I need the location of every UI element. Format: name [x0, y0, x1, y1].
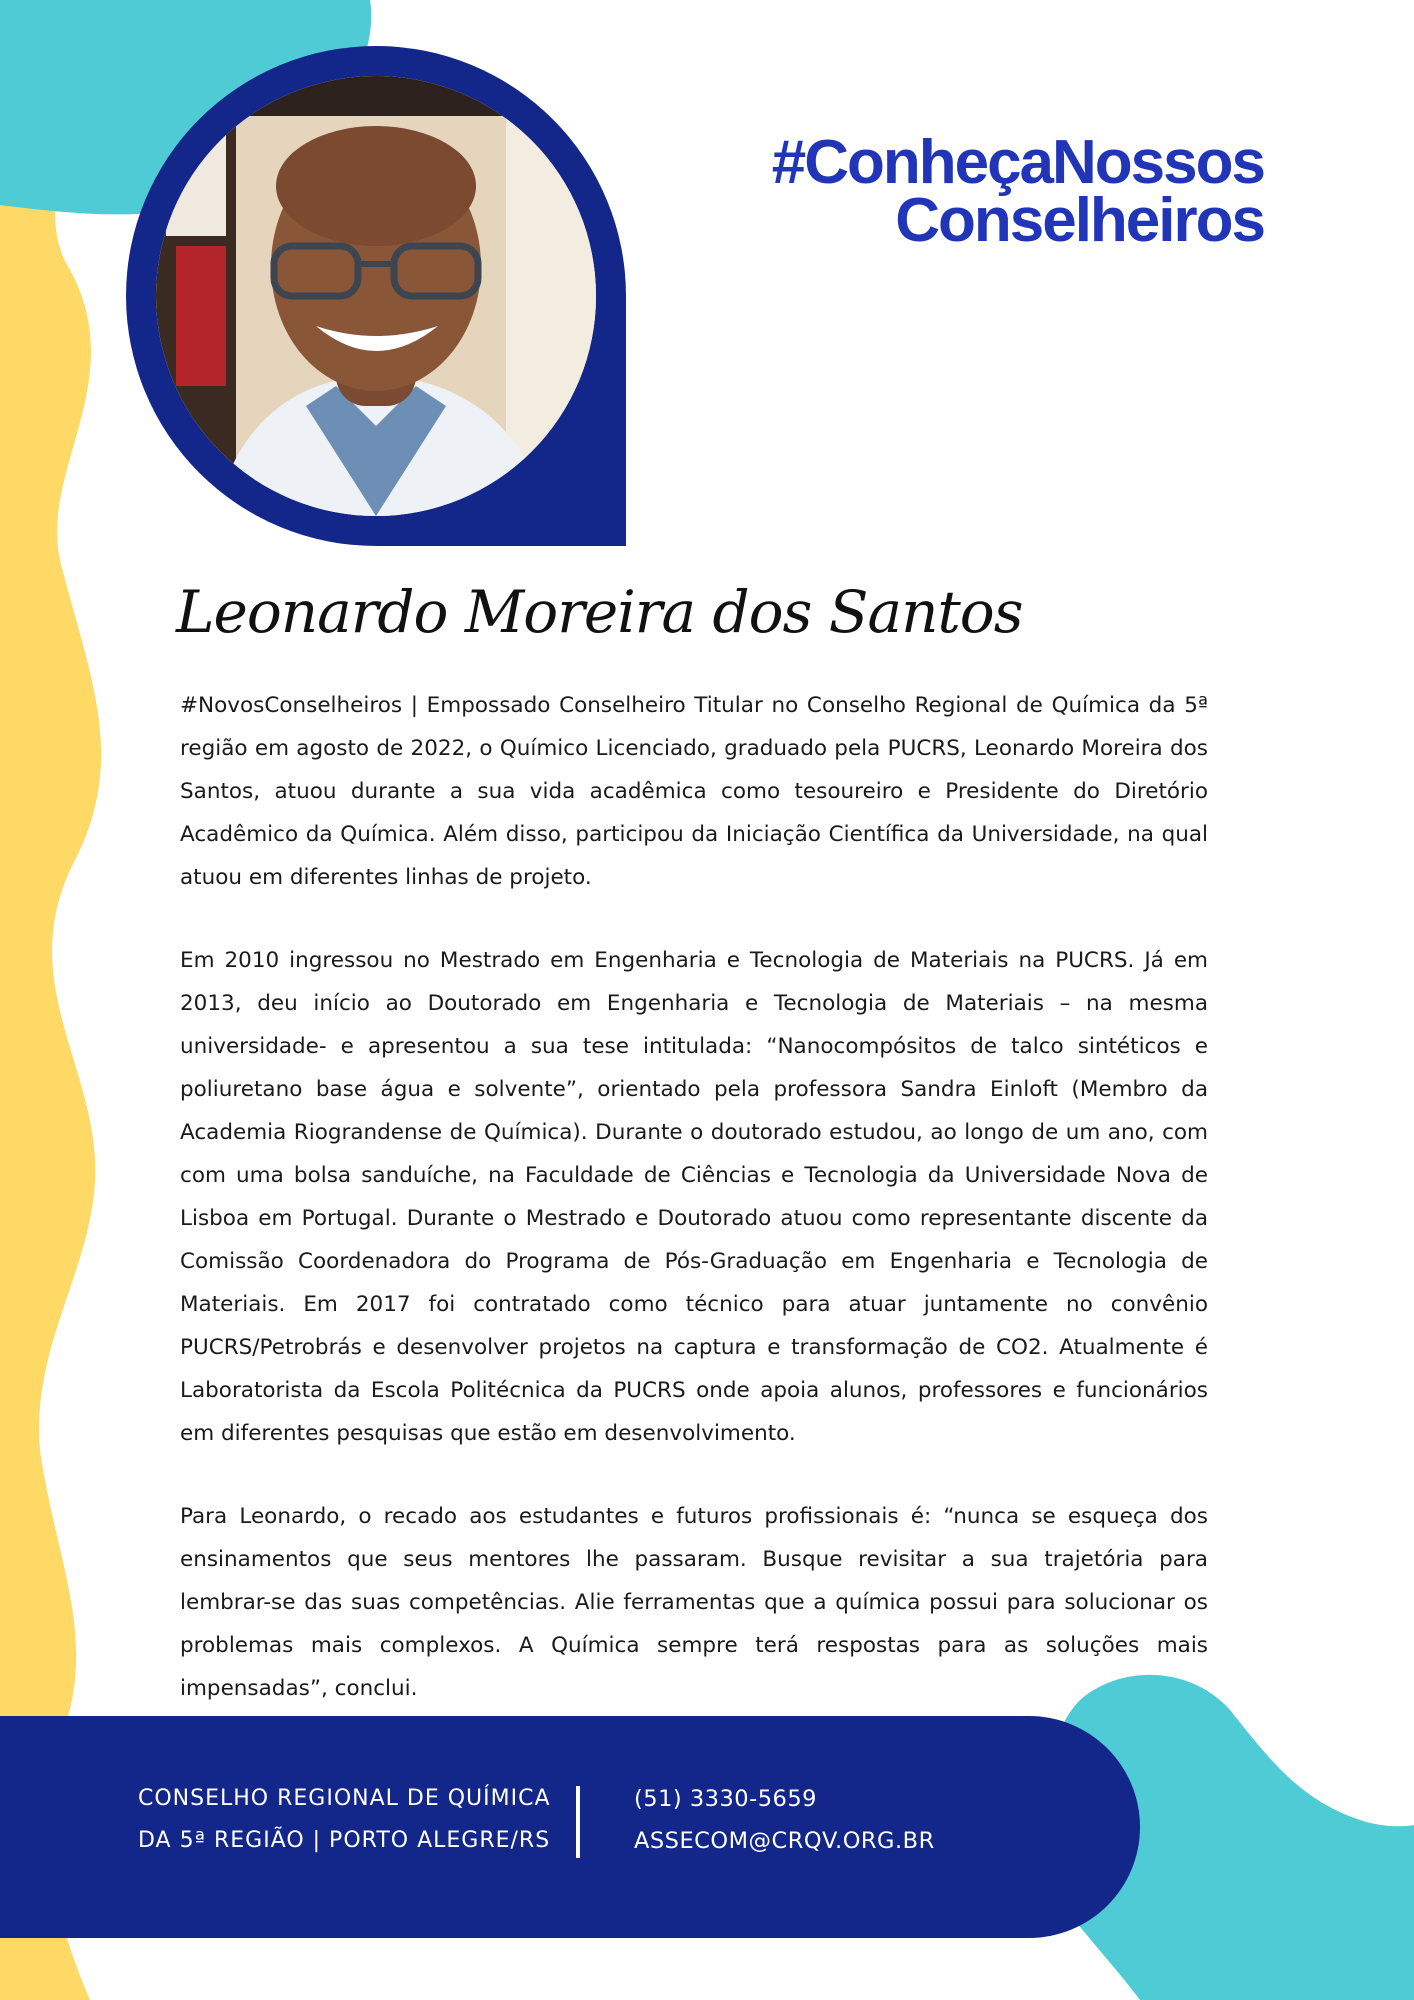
councilor-name: Leonardo Moreira dos Santos	[176, 578, 1023, 646]
organization-line-2: DA 5ª REGIÃO | PORTO ALEGRE/RS	[138, 1828, 551, 1853]
organization-line-1: CONSELHO REGIONAL DE QUÍMICA	[138, 1786, 551, 1811]
bio-paragraph-1: #NovosConselheiros | Empossado Conselheiro Titular no Conselho Regional de Química da 5ª região em agosto de 2022, o Químico Licenciado, graduado pela PUCRS, Leonardo Moreira dos Santos, atuou durante a sua vida acadêmica como tesoureiro e Presidente do Diretório Acadêmico da Química. Além disso, participou da Iniciação Científica da Universidade, na qual atuou em diferentes linhas de projeto.	[180, 693, 1208, 890]
bio-paragraph-3: Para Leonardo, o recado aos estudantes e futuros profissionais é: “nunca se esqueça dos ensinamentos que seus mentores lhe passaram. Busque revisitar a sua trajetória para lembrar-se das suas competências. Alie ferramentas que a química possui para solucionar os problemas mais complexos. A Química sempre terá respostas para as soluções mais impensadas”, conclui.	[180, 1504, 1208, 1701]
footer-bar	[0, 1716, 1140, 1938]
contact-info	[634, 1778, 935, 1862]
email-address: ASSECOM@CRQV.ORG.BR	[634, 1828, 935, 1854]
hashtag-line-2: Conselheiros	[895, 186, 1264, 255]
biography	[180, 684, 1208, 1750]
phone-number: (51) 3330-5659	[634, 1786, 817, 1812]
bio-paragraph-2: Em 2010 ingressou no Mestrado em Engenharia e Tecnologia de Materiais na PUCRS. Já em 2013, deu início ao Doutorado em Engenharia e Tecnologia de Materiais – na mesma universidade- e apresentou a sua tese intitulada: “Nanocompósitos de talco sintéticos e poliuretano base água e solvente”, orientado pela professora Sandra Einloft (Membro da Academia Riograndense de Química). Durante o doutorado estudou, ao longo de um ano, com com uma bolsa sanduíche, na Faculdade de Ciências e Tecnologia da Universidade Nova de Lisboa em Portugal. Durante o Mestrado e Doutorado atuou como representante discente da Comissão Coordenadora do Programa de Pós-Graduação em Engenharia e Tecnologia de Materiais. Em 2017 foi contratado como técnico para atuar juntamente no convênio PUCRS/Petrobrás e desenvolver projetos na captura e transformação de CO2. Atualmente é Laboratorista da Escola Politécnica da PUCRS onde apoia alunos, professores e funcionários em diferentes pesquisas que estão em desenvolvimento.	[180, 948, 1208, 1446]
footer-divider	[576, 1786, 580, 1858]
hashtag-line-1: #ConheçaNossos	[771, 128, 1264, 197]
portrait-photo	[156, 76, 596, 516]
yellow-wave-shape	[0, 0, 101, 2000]
photo-frame	[126, 46, 626, 546]
hashtag-title	[771, 128, 1264, 255]
organization-info	[138, 1778, 551, 1862]
